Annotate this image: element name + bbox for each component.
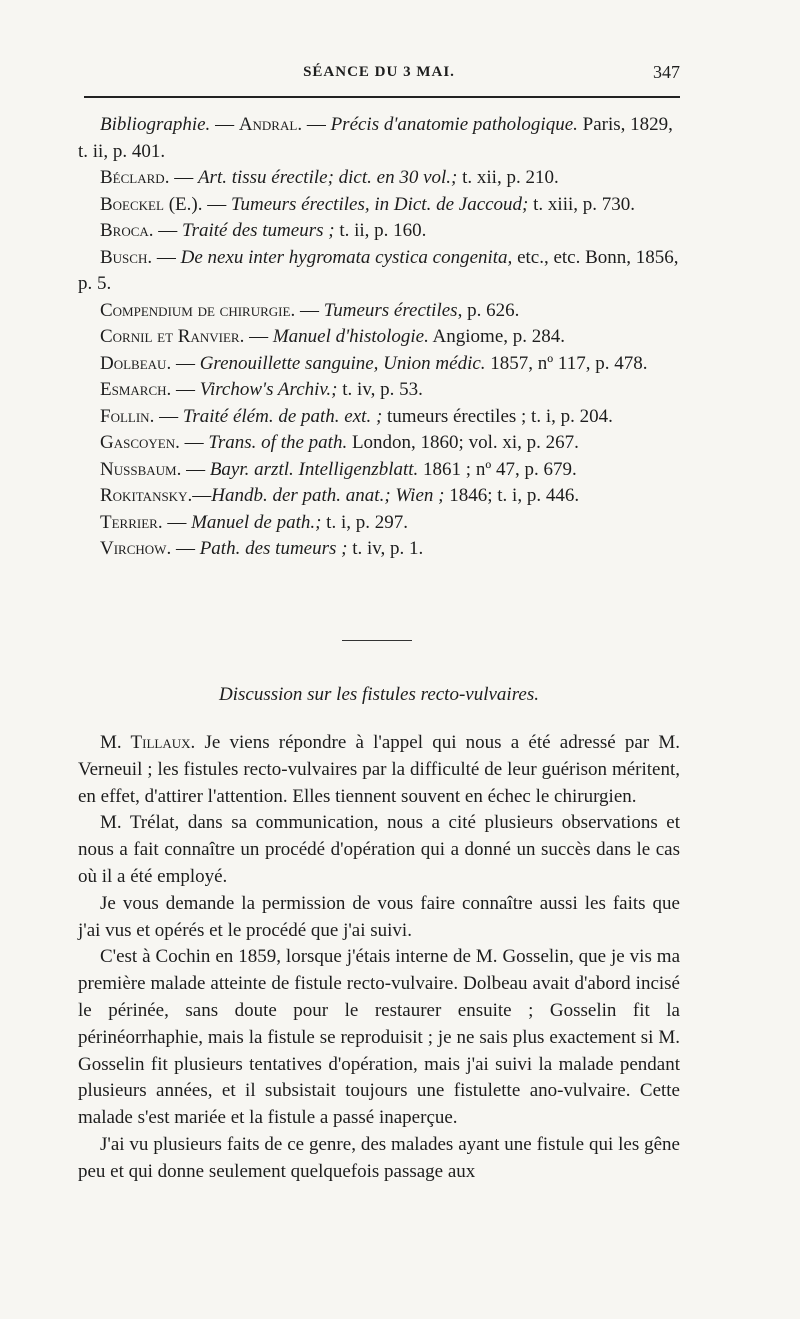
bibliography xyxy=(78,112,680,563)
paragraph: M. Tillaux. Je viens répondre à l'appel qui nous a été adressé par M. Verneuil ; les fistules recto-vulvaires par la difficulté de leur guérison méritent, en effet, d'attirer l'attention. Elles tiennent souvent en échec le chirurgien. xyxy=(78,732,680,807)
speaker-name: M. Tillaux xyxy=(100,732,191,753)
bibliography-entry: Terrier. — Manuel de path.; t. i, p. 297. xyxy=(100,511,408,533)
paragraph: Je vous demande la permission de vous faire connaître aussi les faits que j'ai vus et opérés et le procédé que j'ai suivi. xyxy=(78,892,680,941)
paragraph: J'ai vu plusieurs faits de ce genre, des malades ayant une fistule qui les gêne peu et qui donne seulement quelquefois passage aux xyxy=(78,1133,680,1182)
bibliography-entry: Cornil et Ranvier. — Manuel d'histologie. Angiome, p. 284. xyxy=(100,326,566,347)
section-title: Discussion sur les fistules recto-vulvaires. xyxy=(219,684,539,705)
bibliography-entry: Virchow. — Path. des tumeurs ; t. iv, p. 1. xyxy=(100,538,424,559)
running-header xyxy=(78,60,680,90)
bibliography-entry: Esmarch. — Virchow's Archiv.; t. iv, p. 53. xyxy=(100,379,423,400)
bibliography-entry: Compendium de chirurgie. — Tumeurs érectiles, p. 626. xyxy=(100,299,520,321)
bibliography-entry: Nussbaum. — Bayr. arztl. Intelligenzblatt. 1861 ; nº 47, p. 679. xyxy=(100,458,577,480)
paragraph: C'est à Cochin en 1859, lorsque j'étais interne de M. Gosselin, que je vis ma première malade atteinte de fistule recto-vulvaire. Dolbeau avait d'abord incisé le périnée, sans doute pour le restaurer ensuite ; Gosselin fit la périnéorrhaphie, mais la fistule se reproduisit ; je ne sais plus exactement si M. Gosselin fit plusieurs tentatives d'opération, mais j'ai suivi la malade pendant plusieurs années, et il subsistait toujours une fistulette ano-vulvaire. Cette malade s'est mariée et la fistule a passé inaperçue. xyxy=(78,946,680,1129)
paragraph: M. Trélat, dans sa communication, nous a cité plusieurs observations et nous a fait connaître un procédé d'opération qui a donné un succès dans le cas où il a été employé. xyxy=(78,812,680,887)
bibliography-entry: Dolbeau. — Grenouillette sanguine, Union médic. 1857, nº 117, p. 478. xyxy=(100,352,648,374)
bibliography-entry: Follin. — Traité élém. de path. ext. ; tumeurs érectiles ; t. i, p. 204. xyxy=(100,405,613,427)
bibliography-entry: Boeckel (E.). — Tumeurs érectiles, in Dict. de Jaccoud; t. xiii, p. 730. xyxy=(100,193,636,215)
bibliography-entry: Busch. — De nexu inter hygromata cystica congenita, etc., etc. Bonn, 1856, p. 5. xyxy=(78,246,679,294)
bibliography-entry: Rokitansky.—Handb. der path. anat.; Wien ; 1846; t. i, p. 446. xyxy=(100,485,580,506)
running-title: SÉANCE DU 3 MAI. xyxy=(303,64,455,80)
header-rule xyxy=(84,96,680,98)
bibliography-entry: Béclard. — Art. tissu érectile; dict. en 30 vol.; t. xii, p. 210. xyxy=(100,167,559,188)
discussion-body xyxy=(78,730,680,1186)
bibliography-entry: Broca. — Traité des tumeurs ; t. ii, p. 160. xyxy=(100,220,427,241)
bibliography-entry: Bibliographie. — Andral. — Précis d'anatomie pathologique. Paris, 1829, t. ii, p. 401. xyxy=(78,114,673,162)
bibliography-entry: Gascoyen. — Trans. of the path. London, 1860; vol. xi, p. 267. xyxy=(100,432,579,453)
section-divider xyxy=(342,640,412,641)
page-number: 347 xyxy=(653,62,680,82)
